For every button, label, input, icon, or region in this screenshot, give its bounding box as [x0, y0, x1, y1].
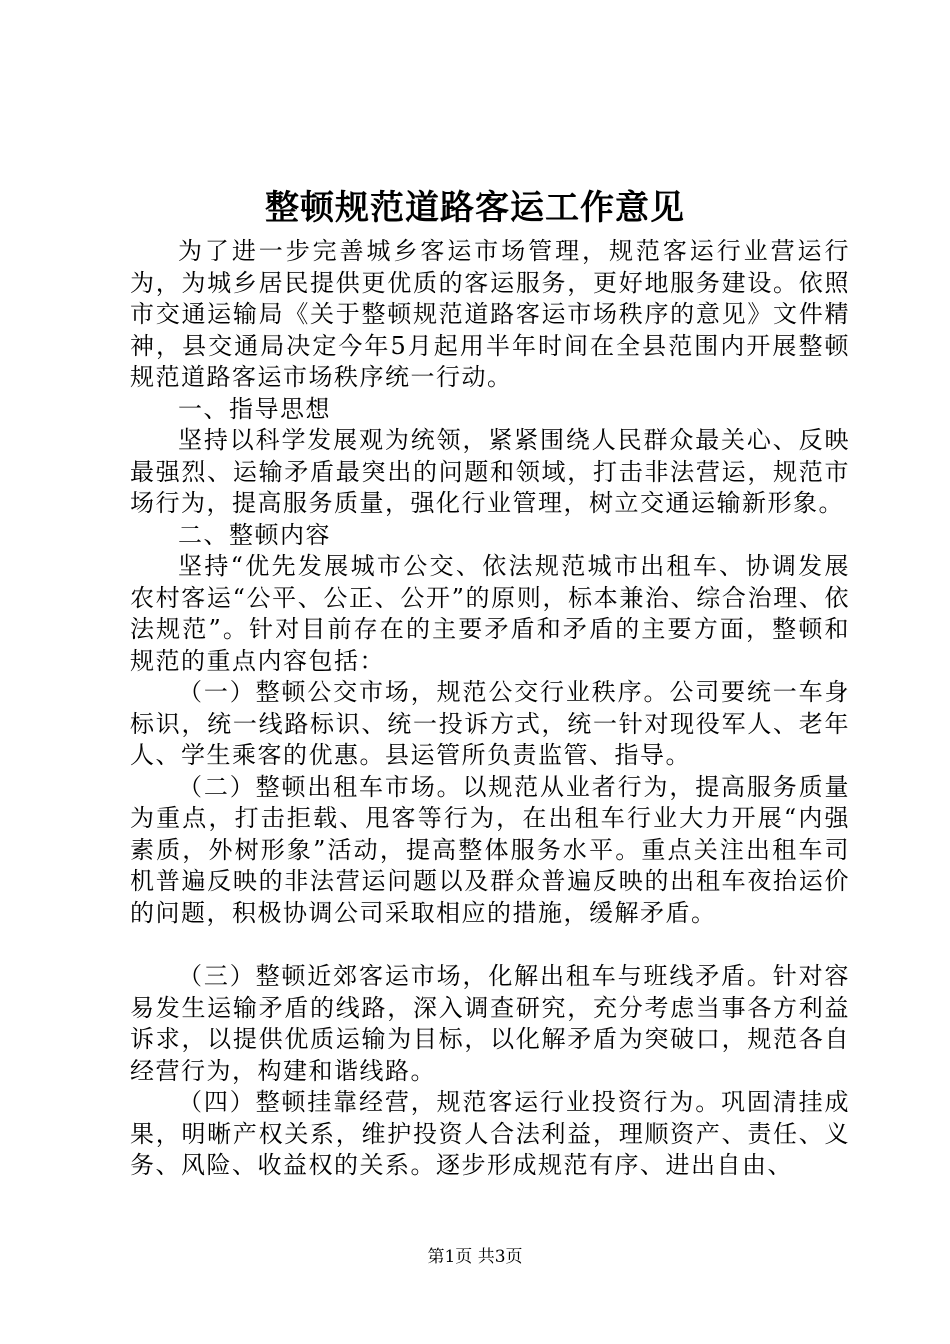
section-heading-rectification-content: 二、整顿内容: [178, 520, 331, 549]
item-4-paragraph: （四）整顿挂靠经营，规范客运行业投资行为。巩固清挂成果，明晰产权关系，维护投资人合法利益，理顺资产、责任、义务、风险、收益权的关系。逐步形成规范有序、进出自由、: [130, 1088, 850, 1179]
guiding-ideology-paragraph: 坚持以科学发展观为统领，紧紧围绕人民群众最关心、反映最强烈、运输矛盾最突出的问题和领域，打击非法营运，规范市场行为，提高服务质量，强化行业管理，树立交通运输新形象。: [130, 426, 850, 517]
item-1-paragraph: （一）整顿公交市场，规范公交行业秩序。公司要统一车身标识，统一线路标识、统一投诉方式，统一针对现役军人、老年人、学生乘客的优惠。县运管所负责监管、指导。: [130, 678, 850, 769]
intro-paragraph: 为了进一步完善城乡客运市场管理，规范客运行业营运行为，为城乡居民提供更优质的客运服务，更好地服务建设。依照市交通运输局《关于整顿规范道路客运市场秩序的意见》文件精神，县交通局决定今年5月起用半年时间在全县范围内开展整顿规范道路客运市场秩序统一行动。: [130, 237, 850, 391]
document-title: 整顿规范道路客运工作意见: [265, 188, 685, 228]
document-body: [130, 236, 850, 1182]
rectification-principle-paragraph: 坚持“优先发展城市公交、依法规范城市出租车、协调发展农村客运“公平、公正、公开”的原则，标本兼治、综合治理、依法规范”。针对目前存在的主要矛盾和矛盾的主要方面，整顿和规范的重点内容包括：: [130, 552, 850, 675]
paragraph-spacer: [130, 929, 850, 961]
section-heading-guiding-ideology: 一、指导思想: [178, 394, 331, 423]
item-3-paragraph: （三）整顿近郊客运市场，化解出租车与班线矛盾。针对容易发生运输矛盾的线路，深入调查研究，充分考虑当事各方利益诉求，以提供优质运输为目标，以化解矛盾为突破口，规范各自经营行为，构建和谐线路。: [130, 962, 850, 1085]
page-number-footer: 第1页 共3页: [427, 1247, 523, 1267]
item-2-paragraph: （二）整顿出租车市场。以规范从业者行为，提高服务质量为重点，打击拒载、甩客等行为，在出租车行业大力开展“内强素质，外树形象”活动，提高整体服务水平。重点关注出租车司机普遍反映的非法营运问题以及群众普遍反映的出租车夜抬运价的问题，积极协调公司采取相应的措施，缓解矛盾。: [130, 772, 850, 927]
